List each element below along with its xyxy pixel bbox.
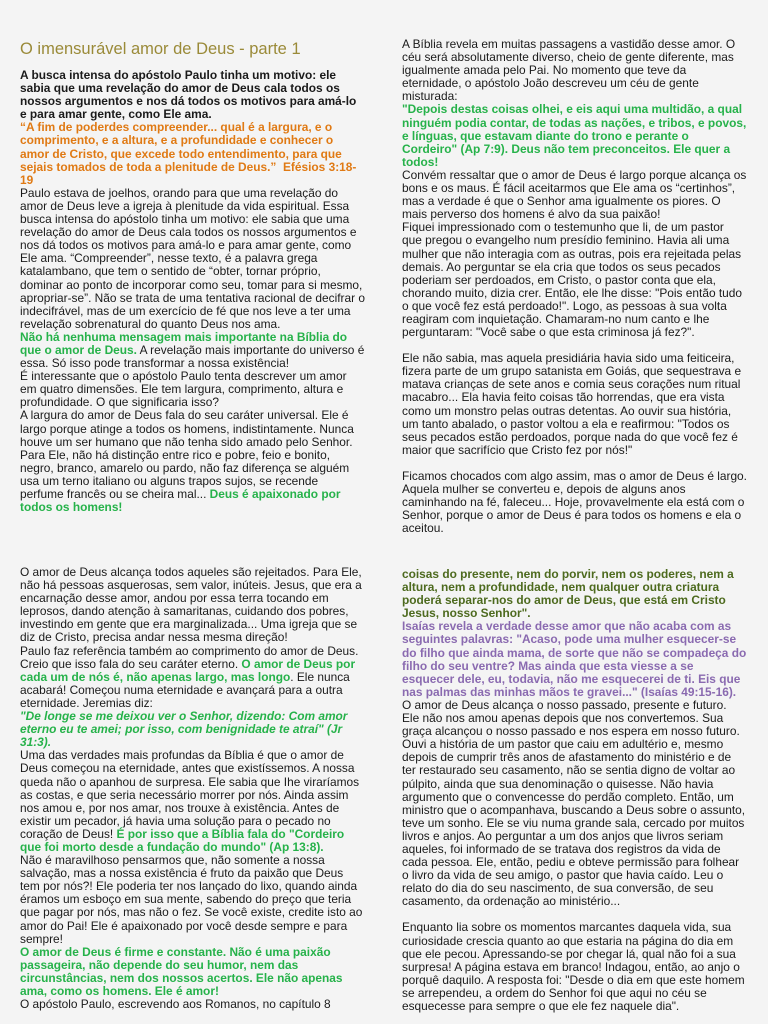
highlight-text: Deus é apaixonado por todos os homens!	[20, 487, 341, 515]
highlight-text: É por isso que a Bíblia fala do "Cordeiro que foi morto desde a fundação do mundo" (Ap 13:8).	[20, 826, 345, 854]
column-top-left	[20, 40, 366, 515]
paragraph-text: . Ele nunca acabará! Começou numa eternidade e avançará para a outra eternidade. Jeremias diz:	[20, 669, 350, 710]
paragraph: Enquanto lia sobre os momentos marcantes daquela vida, sua curiosidade crescia quanto ao que estaria na página do dia em que ele pecou. Apressando-se por chegar lá, qual não foi a sua surpresa! A página estava em branco! Indagou, então, ao anjo o porquê daquilo. A resposta foi: "Desde o dia em que este homem se arrependeu, a ordem do Senhor foi que aqui no céu se esquecesse para sempre o que ele fez naquele dia".	[402, 920, 745, 1013]
paragraph-text: A largura do amor de Deus fala do seu caráter universal. Ele é largo porque atinge a todos os homens, indistintamente. Nunca houve um ser humano que não tenha sido amado pelo Senhor. Para Ele, não há distinção entre rico e pobre, feio e bonito, negro, branco, amarelo ou pardo, não faz diferença se alguém usa um terno italiano ou alguns trapos sujos, se recende perfume francês ou se cheira mal...	[20, 408, 354, 501]
column-bottom-left	[20, 566, 365, 1024]
highlight-paragraph: O amor de Deus é firme e constante. Não é uma paixão passageira, não depende do seu humor, nem das circunstâncias, nem dos nossos acertos. Ele não apenas ama, como os homens. Ele é amor!	[20, 944, 343, 998]
verse-quote: Isaías revela a verdade desse amor que não acaba com as seguintes palavras: "Acaso, pode uma mulher esquecer-se do filho que ainda mama, de sorte que não se compadeça do filho do seu ventre? Mas ainda que esta viesse a se esquecer dele, eu, todavia, não me esquecerei de ti. Eis que nas palmas das minhas mãos te gravei..." (Isaías 49:15-16).	[402, 619, 747, 699]
paragraph	[20, 749, 365, 854]
verse-text: “A fim de poderdes compreender... qual é a largura, e o comprimento, e a altura, e a profundidade e conhecer o amor de Cristo, que excede todo entendimento, para que sejais tomados de toda a plenitude de Deus.”	[20, 120, 342, 174]
highlight-text: O amor de Deus por cada um de nós é, não apenas largo, mas longo	[20, 656, 356, 684]
paragraph-text: A revelação mais importante do universo é essa. Só isso pode transformar a nossa existência!	[20, 342, 365, 371]
paragraph: Ele não sabia, mas aquela presidiária havia sido uma feiticeira, fizera parte de um grupo satanista em Goiás, que sequestrava e matava crianças de sete anos e comia seus corações num ritual macabro... Ela havia feito coisas tão horrendas, que era vista como um monstro pelas outras detentas. Ao ouvir sua história, um tanto abalado, o pastor voltou a ela e reafirmou: "Todos os seus pecados estão perdoados, porque nada do que você fez é maior que sacrifício que Cristo fez por nós!"	[402, 351, 742, 457]
paragraph: O apóstolo Paulo, escrevendo aos Romanos, no capítulo 8	[20, 997, 331, 1012]
paragraph	[20, 331, 365, 370]
paragraph	[20, 645, 365, 710]
intro-paragraph: A busca intensa do apóstolo Paulo tinha um motivo: ele sabia que uma revelação do amor de Deus cala todos os nossos argumentos e nos dá todos os motivos para amá-lo e para amar gente, como Ele ama.	[20, 68, 357, 122]
verse-quote: coisas do presente, nem do porvir, nem os poderes, nem a altura, nem a profundidade, nem qualquer outra criatura poderá separar-nos do amor de Deus, que está em Cristo Jesus, nosso Senhor".	[402, 567, 734, 621]
column-top-right	[402, 37, 747, 536]
paragraph: A Bíblia revela em muitas passagens a vastidão desse amor. O céu será absolutamente diverso, cheio de gente diferente, mas igualmente amada pelo Pai. No momento que teve da eternidade, o apóstolo João descreveu um céu de gente misturada:	[402, 37, 736, 104]
page-title: O imensurável amor de Deus - parte 1	[20, 40, 301, 58]
paragraph: Fiquei impressionado com o testemunho que li, de um pastor que pregou o evangelho num presídio feminino. Havia ali uma mulher que não interagia com as outras, pois era rejeitada pelas demais. Ao perguntar se ela cria que todos os seus pecados poderiam ser perdoados, em Cristo, o pastor conta que ela, chorando muito, dizia crer. Então, ele lhe disse: "Pois então tudo o que você fez está perdoado!". Logo, as pessoas à sua volta reagiram com inquietação. Chamaram-no num canto e lhe perguntaram: "Você sabe o que esta criminosa já fez?".	[402, 220, 743, 340]
paragraph-text: Uma das verdades mais profundas da Bíblia é que o amor de Deus começou na eternidade, antes que existíssemos. A nossa queda não o apanhou de surpresa. Ele sabia que Ihe viraríamos as costas, e que seria necessário morrer por nós. Ainda assim nos amou e, por nos amar, nos trouxe à existência. Antes de existir um pecador, já havia uma solução para o pecado no coração de Deus!	[20, 748, 360, 841]
paragraph	[20, 409, 365, 514]
paragraph: O amor de Deus alcança todos aqueles são rejeitados. Para Ele, não há pessoas asquerosas, sem valor, inúteis. Jesus, que era a encarnação desse amor, andou por essa terra tocando em leprosos, dando atenção à samaritanas, cuidando dos pobres, investindo em gente que era marginalizada... Uma igreja que se diz de Cristo, precisa andar nessa mesma direção!	[20, 565, 362, 645]
paragraph: É interessante que o apóstolo Paulo tenta descrever um amor em quatro dimensões. Ele tem largura, comprimento, altura e profundidade. O que significaria isso?	[20, 369, 347, 410]
verse-quote	[20, 121, 365, 186]
paragraph-text: Paulo faz referência também ao comprimento do amor de Deus. Creio que isso fala do seu caráter eterno.	[20, 643, 359, 671]
highlight-text: Não há nenhuma mensagem mais importante na Bíblia do que o amor de Deus.	[20, 329, 348, 357]
verse-quote: "Depois destas coisas olhei, e eis aqui uma multidão, a qual ninguém podia contar, de todas as nações, e tribos, e povos, e línguas, que estavam diante do trono e perante o Cordeiro" (Ap 7:9). Deus não tem preconceitos. Ele quer a todos!	[402, 102, 747, 169]
paragraph: Ouvi a história de um pastor que caiu em adultério e, mesmo depois de cumprir três anos de afastamento do ministério e de ter restaurado seu casamento, não se sentia digno de voltar ao púlpito, ainda que sua denominação o quisesse. Não havia argumento que o convencesse do perdão completo. Então, um ministro que o acompanhava, buscando a Deus sobre o assunto, teve um sonho. Ele se viu numa grande sala, cercado por muitos livros e anjos. Ao perguntar a um dos anjos que livros seriam aqueles, foi informado de se tratava dos registros da vida de cada pessoa. Ele, então, pediu e obteve permissão para folhear o livro da vida de seu amigo, o pastor que havia caído. Leu o relato do dia do seu nascimento, de sua conversão, de seu casamento, da ordenação ao ministério...	[402, 737, 746, 909]
paragraph: Não é maravilhoso pensarmos que, não somente a nossa salvação, mas a nossa existência é fruto da paixão que Deus tem por nós?! Ele poderia ter nos lançado do lixo, quando ainda éramos um esboço em sua mente, sabendo do preço que teria que pagar por nós, mas não o fez. Se você existe, credite isto ao amor do Pai! Ele é apaixonado por você desde sempre e para sempre!	[20, 853, 363, 946]
paragraph: Ficamos chocados com algo assim, mas o amor de Deus é largo. Aquela mulher se converteu e, depois de alguns anos caminhando na fé, faleceu... Hoje, provavelmente ela está com o Senhor, porque o amor de Deus é para todos os homens e ela o aceitou.	[402, 468, 747, 536]
column-bottom-right	[402, 568, 747, 1024]
paragraph: O amor de Deus alcança o nosso passado, presente e futuro. Ele não nos amou apenas depois que nos convertemos. Sua graça alcançou o nosso passado e nos espera em nosso futuro.	[402, 697, 740, 739]
paragraph: Paulo estava de joelhos, orando para que uma revelação do amor de Deus leve a igreja à plenitude da vida espiritual. Essa busca intensa do apóstolo tinha um motivo: ele sabia que uma revelação do amor de Deus cala todos os nossos argumentos e nos dá todos os motivos para amá-lo e para amar gente, como Ele ama. “Compreender”, nesse texto, é a palavra grega katalambano, que tem o sentido de “obter, tornar próprio, dominar ao ponto de incorporar como seu, tomar para si mesmo, apropriar-se”. Não se trata de uma tentativa racional de decifrar o indecifrável, mas de um exercício de fé que nos leve a ter uma revelação sobrenatural do quanto Deus nos ama.	[20, 185, 366, 331]
verse-quote: "De longe se me deixou ver o Senhor, dizendo: Com amor eterno eu te amei; por isso, com benignidade te atraí" (Jr 31:3).	[20, 709, 348, 750]
verse-reference: Efésios 3:18-19	[20, 159, 357, 187]
paragraph: Convém ressaltar que o amor de Deus é largo porque alcança os bons e os maus. É fácil aceitarmos que Ele ama os “certinhos”, mas a verdade é que o Senhor ama igualmente os piores. O mais perverso dos homens é alvo da sua paixão!	[402, 167, 747, 222]
